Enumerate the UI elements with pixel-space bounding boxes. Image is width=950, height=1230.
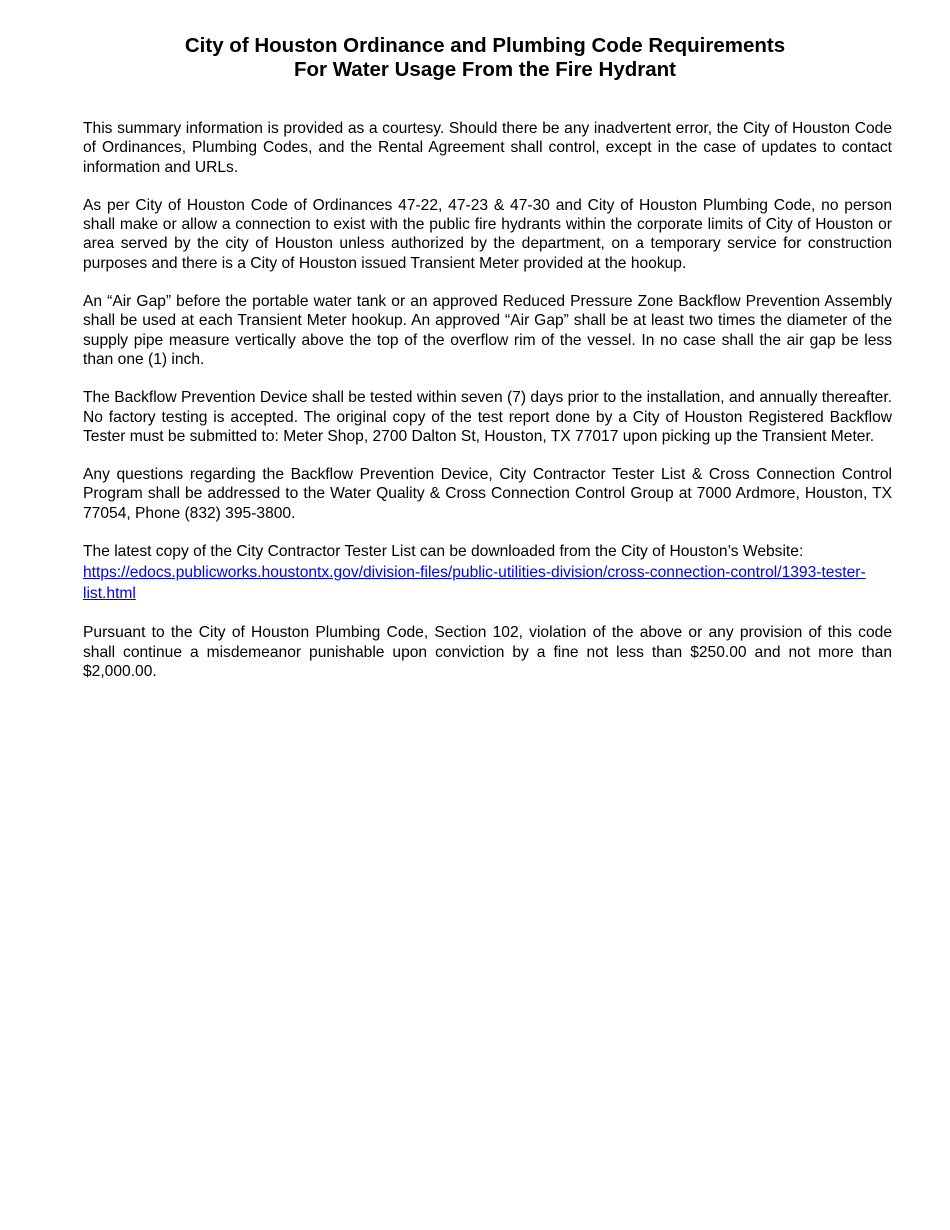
document-title	[60, 34, 910, 82]
air-gap-paragraph: An “Air Gap” before the portable water tank or an approved Reduced Pressure Zone Backflow Prevention Assembly shall be used at each Transient Meter hookup. An approved “Air Gap” shall be at least two times the diameter of the supply pipe measure vertically above the top of the overflow rim of the vessel. In no case shall the air gap be less than one (1) inch.	[83, 293, 892, 368]
tester-list-text: The latest copy of the City Contractor Tester List can be downloaded from the City of Houston’s Website:	[83, 543, 804, 561]
title-line-1: City of Houston Ordinance and Plumbing Code Requirements	[184, 34, 786, 57]
courtesy-disclaimer-paragraph: This summary information is provided as a courtesy. Should there be any inadvertent error, the City of Houston Code of Ordinances, Plumbing Codes, and the Rental Agreement shall control, except in the case of updates to contact information and URLs.	[83, 120, 892, 176]
document-body	[83, 119, 892, 700]
backflow-testing-paragraph: The Backflow Prevention Device shall be tested within seven (7) days prior to the installation, and annually thereafter. No factory testing is accepted. The original copy of the test report done by a City of Houston Registered Backflow Tester must be submitted to: Meter Shop, 2700 Dalton St, Houston, TX 77017 upon picking up the Transient Meter.	[83, 389, 892, 445]
contact-questions-paragraph: Any questions regarding the Backflow Prevention Device, City Contractor Tester List & Cross Connection Control Program shall be addressed to the Water Quality & Cross Connection Control Group at 7000 Ardmore, Houston, TX 77054, Phone (832) 395-3800.	[83, 466, 892, 522]
penalty-paragraph: Pursuant to the City of Houston Plumbing Code, Section 102, violation of the above or any provision of this code shall continue a misdemeanor punishable upon conviction by a fine not less than $250.00 and not more than $2,000.00.	[83, 624, 892, 680]
title-line-2: For Water Usage From the Fire Hydrant	[294, 58, 676, 81]
tester-list-link[interactable]: https://edocs.publicworks.houstontx.gov/division-files/public-utilities-division/cross-connection-control/1393-tester-list.html	[83, 564, 866, 603]
ordinance-connection-paragraph: As per City of Houston Code of Ordinances 47-22, 47-23 & 47-30 and City of Houston Plumbing Code, no person shall make or allow a connection to exist with the public fire hydrants within the corporate limits of City of Houston or area served by the city of Houston unless authorized by the department, on a temporary service for construction purposes and there is a City of Houston issued Transient Meter provided at the hookup.	[83, 196, 892, 272]
tester-list-paragraph	[83, 542, 892, 604]
